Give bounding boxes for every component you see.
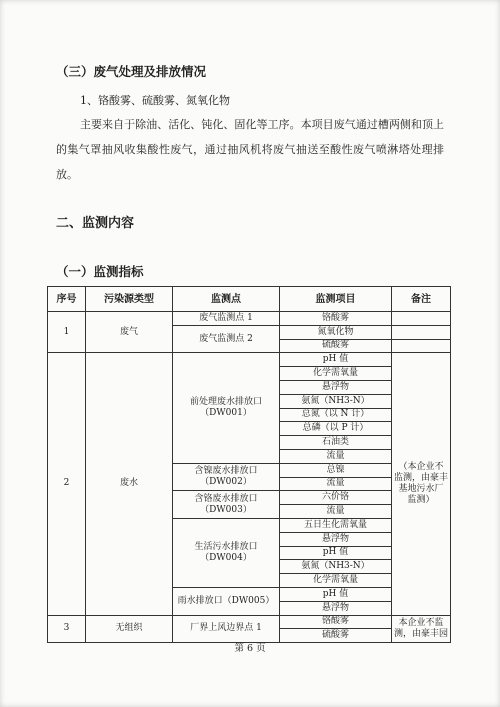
header-monitor-point: 监测点: [173, 287, 280, 312]
table-row: [48, 312, 451, 326]
monitoring-table: [47, 286, 451, 643]
cell-monitor-point: [173, 353, 280, 463]
note-line: 监测）: [407, 494, 435, 505]
cell-monitor-item: 总磷（以 P 计）: [280, 422, 392, 436]
paragraph-waste-gas: 主要来自于除油、活化、钝化、固化等工序。本项目废气通过槽两侧和顶上的集气罩抽风收集酸性废气，通过抽风机将废气抽送至酸性废气喷淋塔处理排放。: [56, 118, 444, 181]
cell-monitor-item: 总氮（以 N 计）: [280, 408, 392, 422]
cell-source-type: 无组织: [86, 615, 173, 643]
cell-monitor-point: 厂界上风边界点 1: [173, 615, 280, 643]
header-seq: 序号: [48, 287, 86, 312]
table-row: [48, 353, 451, 367]
cell-monitor-item: 氨氮（NH3-N）: [280, 394, 392, 408]
cell-monitor-item: 六价铬: [280, 491, 392, 505]
cell-monitor-item: 流量: [280, 477, 392, 491]
monitor-point-code: （DW001）: [200, 408, 252, 419]
monitor-point-name: 含铬废水排放口: [194, 493, 258, 504]
header-monitor-item: 监测项目: [280, 287, 392, 312]
cell-monitor-item: 铬酸雾: [280, 312, 392, 326]
note-line: （本企业不: [398, 461, 444, 472]
monitor-point-name: 生活污水排放口: [194, 541, 258, 552]
cell-source-type: 废气: [86, 312, 173, 353]
note-line: 测，由豪丰园: [393, 628, 448, 639]
section-heading-waste-gas: （三）废气处理及排放情况: [56, 64, 207, 79]
subsection-heading-indicators: （一）监测指标: [56, 264, 144, 279]
table-header-row: [48, 287, 451, 312]
table-row: [48, 615, 451, 629]
cell-monitor-item: 氨氮（NH3-N）: [280, 560, 392, 574]
cell-remark: [392, 325, 451, 339]
cell-monitor-item: 铬酸雾: [280, 615, 392, 629]
cell-monitor-item: 石油类: [280, 436, 392, 450]
cell-monitor-item: 氮氧化物: [280, 325, 392, 339]
cell-monitor-item: 悬浮物: [280, 601, 392, 615]
list-item-pollutants: 1、铬酸雾、硫酸雾、氮氧化物: [80, 94, 230, 107]
header-remarks: 备注: [392, 287, 451, 312]
cell-monitor-item: 硫酸雾: [280, 629, 392, 643]
cell-monitor-item: 悬浮物: [280, 380, 392, 394]
cell-seq: 1: [48, 312, 86, 353]
cell-remark-note: [392, 353, 451, 615]
monitor-point-code: （DW002）: [200, 477, 252, 488]
cell-monitor-item: 五日生化需氧量: [280, 518, 392, 532]
note-line: 基地污水厂: [398, 483, 444, 494]
cell-monitor-point: [173, 491, 280, 519]
cell-monitor-item: 总镍: [280, 463, 392, 477]
cell-seq: 2: [48, 353, 86, 615]
cell-monitor-item: 化学需氧量: [280, 574, 392, 588]
monitor-point-name: 前处理废水排放口: [189, 397, 262, 408]
cell-remark: [392, 339, 451, 353]
monitor-point-code: （DW003）: [200, 504, 252, 515]
cell-monitor-item: pH 值: [280, 353, 392, 367]
cell-source-type: 废水: [86, 353, 173, 615]
page-number: 第 6 页: [234, 643, 266, 654]
cell-monitor-item: 硫酸雾: [280, 339, 392, 353]
cell-monitor-item: 悬浮物: [280, 532, 392, 546]
cell-remark-note: [392, 615, 451, 643]
cell-monitor-point: [173, 518, 280, 587]
header-source-type: 污染源类型: [86, 287, 173, 312]
cell-monitor-item: 化学需氧量: [280, 367, 392, 381]
cell-monitor-item: 流量: [280, 449, 392, 463]
cell-remark: [392, 312, 451, 326]
cell-monitor-point: [173, 463, 280, 491]
cell-monitor-point: 废气监测点 1: [173, 312, 280, 326]
note-line: 监测，由豪丰: [393, 472, 448, 483]
cell-monitor-item: pH 值: [280, 587, 392, 601]
cell-monitor-item: pH 值: [280, 546, 392, 560]
cell-seq: 3: [48, 615, 86, 643]
cell-monitor-item: 流量: [280, 505, 392, 519]
section-heading-monitoring: 二、监测内容: [56, 216, 135, 231]
monitor-point-name: 含镍废水排放口: [194, 466, 258, 477]
note-line: 本企业不监: [398, 617, 444, 628]
cell-monitor-point: 雨水排放口（DW005）: [173, 587, 280, 615]
cell-monitor-point: 废气监测点 2: [173, 325, 280, 353]
monitor-point-code: （DW004）: [200, 552, 252, 563]
